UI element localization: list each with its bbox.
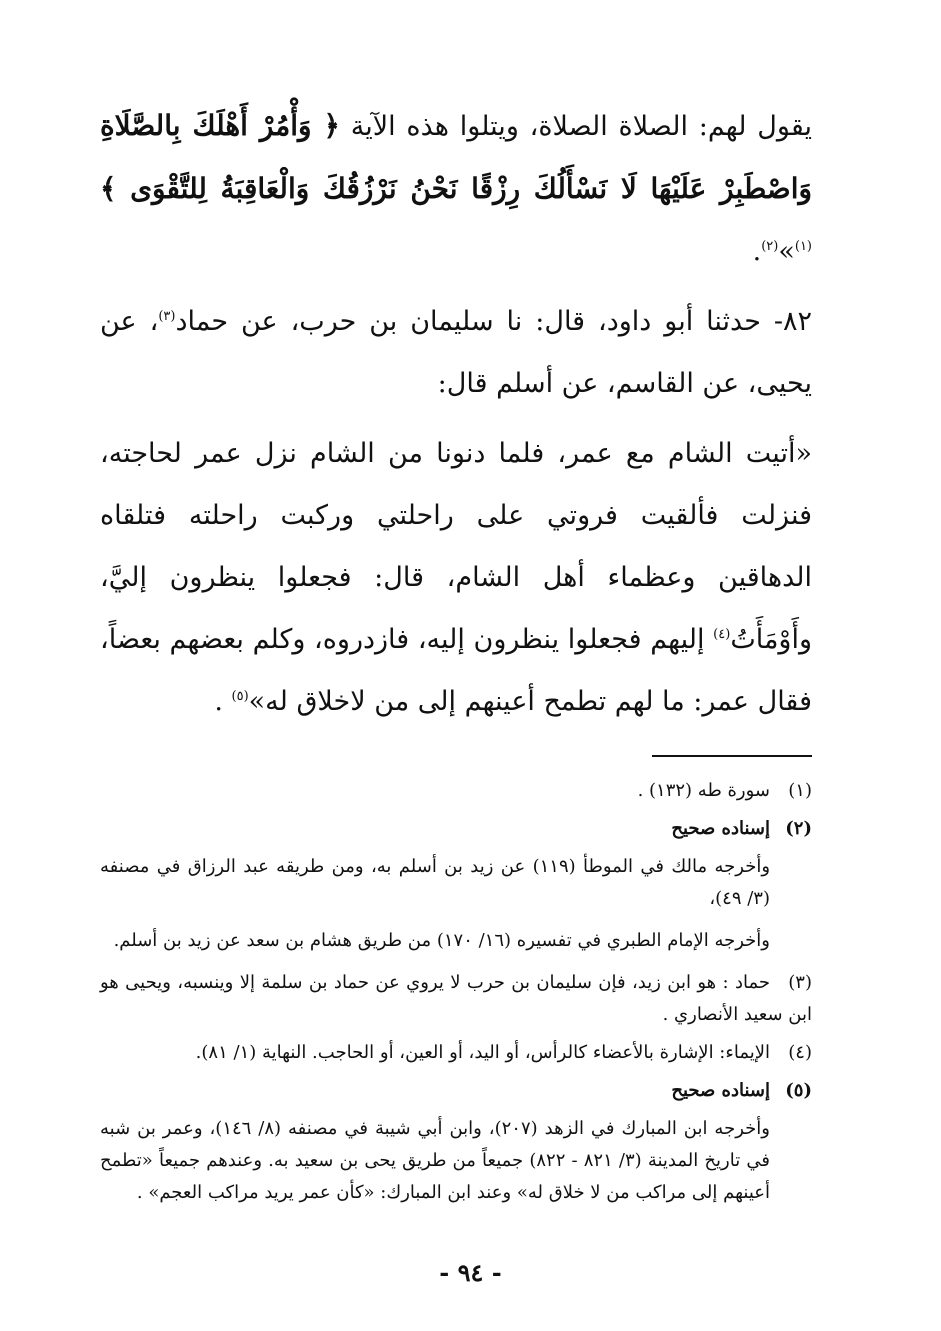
footnotes bbox=[100, 775, 812, 1209]
page-number: - ٩٤ - bbox=[439, 1258, 502, 1287]
footnote-ref-1: (١) bbox=[794, 239, 812, 254]
footnote-5-body bbox=[100, 1113, 812, 1209]
footnote-4 bbox=[100, 1037, 812, 1069]
page-content bbox=[100, 95, 812, 1219]
footnote-ref-5: (٥) bbox=[231, 689, 249, 704]
footnote-5-text: إسناده صحيح bbox=[671, 1080, 770, 1101]
footnote-3 bbox=[100, 967, 812, 1031]
p2-text: ٨٢- حدثنا أبو داود، قال: نا سليمان بن حرب، عن حماد bbox=[175, 306, 812, 337]
p1-end: . bbox=[752, 236, 762, 267]
footnote-3-number: (٣) bbox=[788, 972, 812, 993]
footnote-2-body-2 bbox=[100, 925, 812, 957]
p3-text: «أتيت الشام مع عمر، فلما دنونا من الشام نزل عمر لحاجته، فنزلت فألقيت فروتي على راحلتي وركبت راحلته فتلقاه الدهاقين وعظماء أهل الشام، قال: فجعلوا ينظرون إليَّ، وأَوْمَأَتُ bbox=[100, 438, 812, 655]
footnote-2 bbox=[100, 813, 812, 845]
footnote-1 bbox=[100, 775, 812, 807]
p2-text2: ، عن يحيى، عن القاسم، عن أسلم قال: bbox=[100, 306, 812, 399]
footnote-ref-3: (٣) bbox=[158, 309, 176, 324]
footnote-separator bbox=[652, 755, 812, 757]
paragraph-1 bbox=[100, 95, 812, 283]
footnote-4-number: (٤) bbox=[788, 1042, 812, 1063]
p1-text: يقول لهم: الصلاة الصلاة، ويتلوا هذه الآية bbox=[350, 111, 812, 142]
footnote-ref-2: (٢) bbox=[761, 239, 779, 254]
paragraph-3 bbox=[100, 423, 812, 733]
footnote-1-text: سورة طه (١٣٢) . bbox=[637, 780, 770, 801]
p3-end: . bbox=[214, 686, 223, 717]
footnote-5-number: (٥) bbox=[785, 1080, 812, 1101]
footnote-2-text: إسناده صحيح bbox=[671, 818, 770, 839]
footnote-4-text: الإيماء: الإشارة بالأعضاء كالرأس، أو اليد، أو العين، أو الحاجب. النهاية (١/ ٨١). bbox=[195, 1042, 770, 1063]
footnote-5 bbox=[100, 1075, 812, 1107]
footnote-5-body-text: وأخرجه ابن المبارك في الزهد (٢٠٧)، وابن أبي شيبة في مصنفه (٨/ ١٤٦)، وعمر بن شبه في تاريخ المدينة (٣/ ٨٢١ - ٨٢٢) جميعاً من طريق يحى بن سعيد به. وعندهم جميعاً «تطمح أعينهم إلى مراكب من لا خلاق له» وعند ابن المبارك: «كأن عمر يريد مراكب العجم» . bbox=[100, 1118, 770, 1203]
p3-text2: إليهم فجعلوا ينظرون إليه، فازدروه، وكلم بعضهم بعضاً، فقال عمر: ما لهم تطمح أعينهم إلى من لاخلاق له» bbox=[100, 624, 812, 717]
footnote-ref-4: (٤) bbox=[713, 627, 731, 642]
footnote-2-body-1-text: وأخرجه مالك في الموطأ (١١٩) عن زيد بن أسلم به، ومن طريقه عبد الرزاق في مصنفه (٣/ ٤٩)، bbox=[100, 856, 771, 909]
footnote-3-text: حماد : هو ابن زيد، فإن سليمان بن حرب لا يروي عن حماد بن سلمة إلا وينسبه، ويحيى هو ابن سعيد الأنصاري . bbox=[100, 972, 812, 1025]
footnote-2-body-2-text: وأخرجه الإمام الطبري في تفسيره (١٦/ ١٧٠) من طريق هشام بن سعد عن زيد بن أسلم. bbox=[113, 930, 770, 951]
footnote-1-number: (١) bbox=[788, 780, 812, 801]
paragraph-2 bbox=[100, 291, 812, 415]
main-text bbox=[100, 95, 812, 733]
p1-close: » bbox=[778, 236, 795, 267]
quran-verse: ﴿ وَأْمُرْ أَهْلَكَ بِالصَّلَاةِ وَاصْطَبِرْ عَلَيْهَا لَا نَسْأَلُكَ رِزْقًا نَحْنُ نَرْزُقُكَ وَالْعَاقِبَةُ لِلتَّقْوَى ﴾ bbox=[100, 109, 812, 205]
footnote-2-number: (٢) bbox=[785, 818, 812, 839]
footnote-2-body-1 bbox=[100, 851, 812, 915]
